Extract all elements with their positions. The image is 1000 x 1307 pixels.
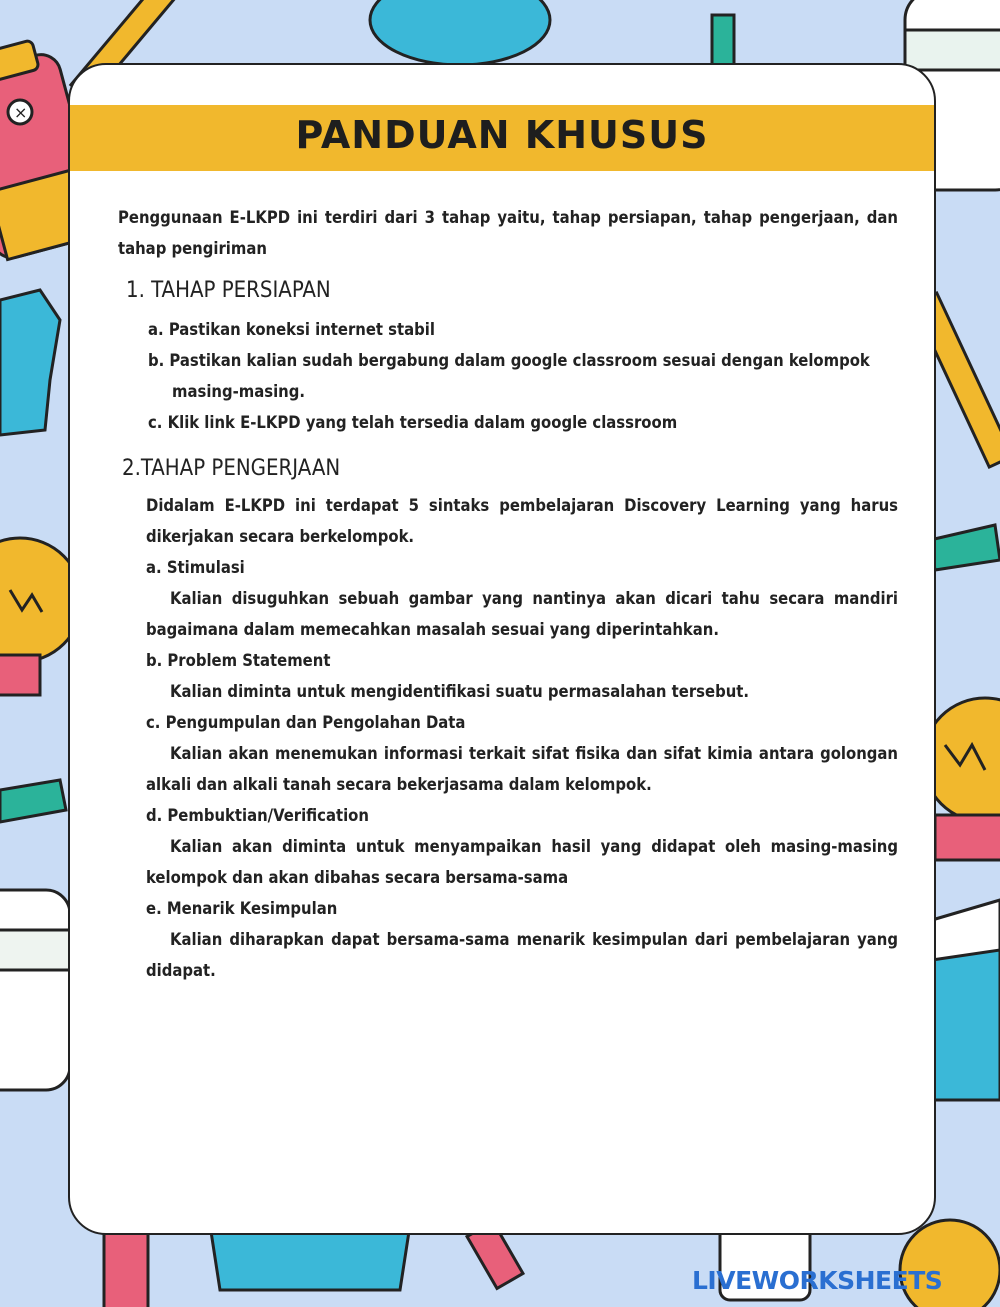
step-label-c: c. Pengumpulan dan Pengolahan Data bbox=[146, 713, 466, 732]
page-title: PANDUAN KHUSUS bbox=[295, 113, 709, 157]
step-desc-d: Kalian akan diminta untuk menyampaikan hasil yang didapat oleh masing-masing kelompok dan akan dibahas secara bersama-sama bbox=[146, 837, 898, 887]
svg-text:×: × bbox=[14, 103, 28, 122]
step-label-b: b. Problem Statement bbox=[146, 651, 331, 670]
step-desc-c: Kalian akan menemukan informasi terkait sifat fisika dan sifat kimia antara golongan alkali dan alkali tanah secara bekerjasama dalam kelompok. bbox=[146, 744, 898, 794]
section2-intro: Didalam E-LKPD ini terdapat 5 sintaks pembelajaran Discovery Learning yang harus dikerjakan secara berkelompok. bbox=[146, 496, 898, 546]
guide-content bbox=[118, 202, 898, 986]
liveworksheets-watermark: LIVEWORKSHEETS bbox=[692, 1266, 943, 1295]
guide-card bbox=[68, 63, 936, 1235]
section1-items bbox=[148, 314, 898, 438]
section2-heading: 2.TAHAP PENGERJAAN bbox=[122, 456, 341, 481]
section1-heading: 1. TAHAP PERSIAPAN bbox=[126, 278, 331, 303]
step-desc-b: Kalian diminta untuk mengidentifikasi suatu permasalahan tersebut. bbox=[170, 682, 749, 701]
intro-text: Penggunaan E-LKPD ini terdiri dari 3 tahap yaitu, tahap persiapan, tahap pengerjaan, dan tahap pengiriman bbox=[118, 208, 898, 258]
section1-item-c: c. Klik link E-LKPD yang telah tersedia dalam google classroom bbox=[148, 413, 678, 432]
section1-item-b: b. Pastikan kalian sudah bergabung dalam google classroom sesuai dengan kelompok masing-masing. bbox=[148, 351, 870, 401]
step-label-e: e. Menarik Kesimpulan bbox=[146, 899, 338, 918]
step-desc-a: Kalian disuguhkan sebuah gambar yang nantinya akan dicari tahu secara mandiri bagaimana dalam memecahkan masalah sesuai yang diperintahkan. bbox=[146, 589, 898, 639]
section2-body bbox=[146, 490, 898, 986]
step-label-d: d. Pembuktian/Verification bbox=[146, 806, 369, 825]
step-desc-e: Kalian diharapkan dapat bersama-sama menarik kesimpulan dari pembelajaran yang didapat. bbox=[146, 930, 898, 980]
step-label-a: a. Stimulasi bbox=[146, 558, 245, 577]
section1-item-a: a. Pastikan koneksi internet stabil bbox=[148, 320, 435, 339]
